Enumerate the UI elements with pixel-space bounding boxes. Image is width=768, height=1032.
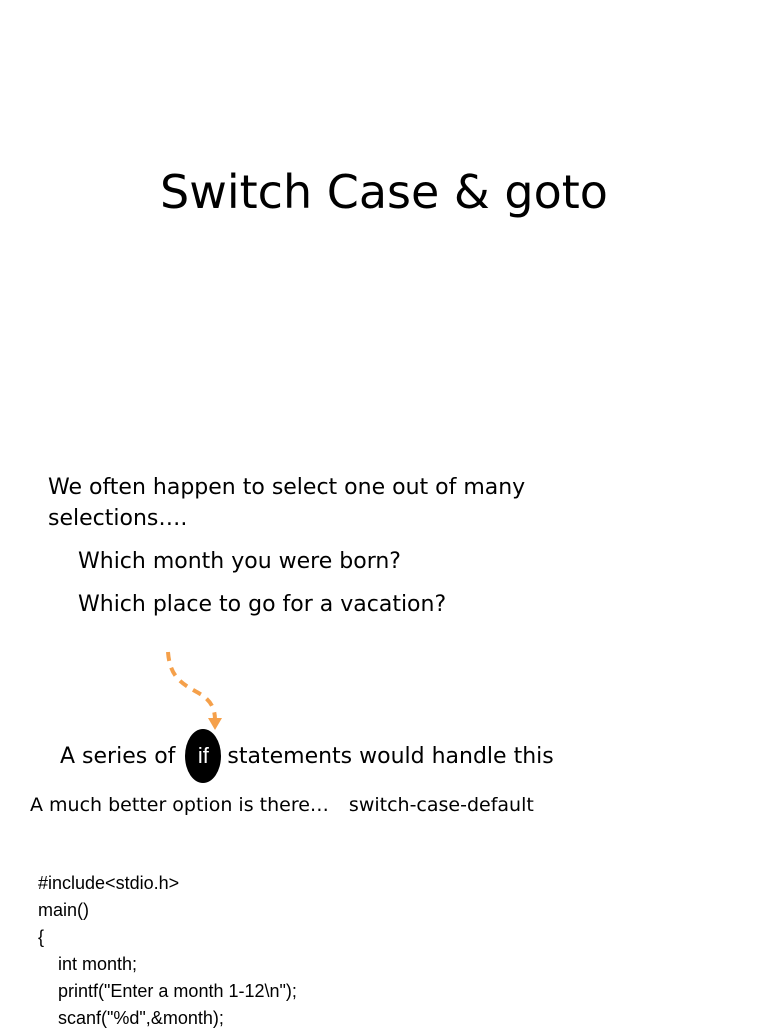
code-line: { (38, 927, 45, 947)
code-line: int month; (58, 954, 138, 974)
dashed-arrow-icon (150, 640, 240, 735)
switch-case-default-text: switch-case-default (348, 794, 534, 816)
code-line: #include<stdio.h> (38, 873, 180, 893)
if-badge: if (185, 729, 221, 783)
slide-title: Switch Case & goto (160, 165, 608, 219)
code-line: printf("Enter a month 1-12\n"); (58, 981, 297, 1001)
better-option-text: A much better option is there… (30, 794, 329, 816)
intro-text: We often happen to select one out of many selections…. (48, 475, 526, 531)
series-after-text: statements would handle this (227, 743, 554, 769)
series-statement (60, 728, 554, 784)
code-line: main() (38, 900, 90, 920)
question-month: Which month you were born? (78, 549, 401, 574)
question-vacation: Which place to go for a vacation? (78, 592, 447, 617)
better-option-line (30, 792, 534, 818)
series-before-text: A series of (60, 743, 176, 769)
code-block (38, 870, 297, 1032)
code-line: scanf("%d",&month); (58, 1008, 224, 1028)
